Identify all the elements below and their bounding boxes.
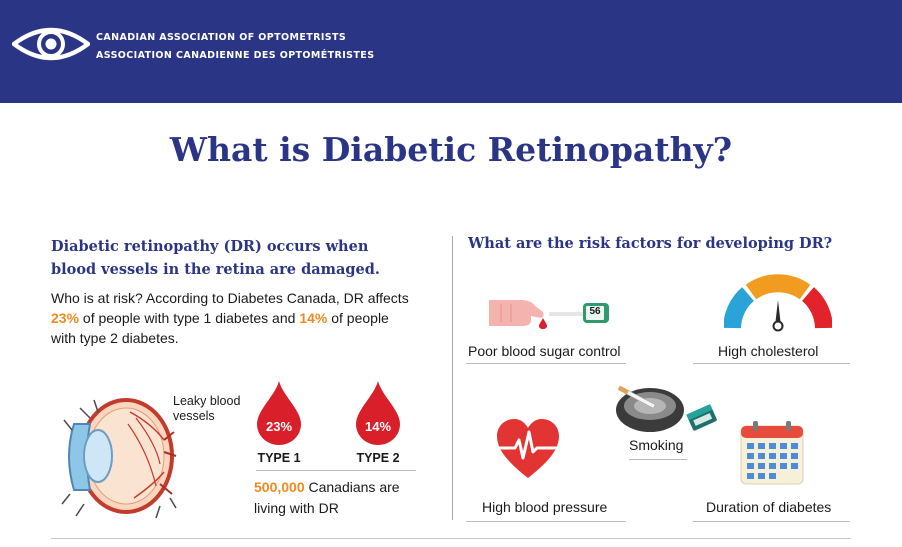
type2-percent: 14% [299,310,328,326]
type1-blood-drop [255,380,303,446]
factor-divider [693,521,850,522]
bottom-divider [51,538,851,539]
canadians-living-with-dr [254,477,424,519]
type-divider [256,470,416,471]
factor-divider [629,459,687,460]
type2-drop-percent: 14% [364,419,392,434]
canadians-text: Canadians are living with DR [254,479,400,516]
cholesterol-gauge-icon [724,274,832,337]
blood-drop-icon [255,380,303,446]
eye-anatomy-icon [60,394,178,525]
canadians-count: 500,000 [254,479,305,495]
who-is-at-risk-text [51,288,411,348]
glucose-meter-icon [487,294,611,337]
header-banner [0,0,902,103]
org-name-french: ASSOCIATION CANADIENNE DES OPTOMÉTRISTES [96,50,375,61]
dr-definition-heading: Diabetic retinopathy (DR) occurs when blood vessels in the retina are damaged. [51,238,380,278]
org-name-english: CANADIAN ASSOCIATION OF OPTOMETRISTS [96,32,347,43]
factor-divider [466,521,626,522]
factor-duration: Duration of diabetes [706,499,832,515]
ashtray-cigarette-icon [614,380,720,441]
factor-cholesterol: High cholesterol [718,343,819,359]
factor-blood-pressure: High blood pressure [482,499,608,515]
risk-factors-heading: What are the risk factors for developing DR? [468,235,833,252]
risk-text-part-3: of people with type 2 diabetes. [51,310,389,346]
type1-drop-percent: 23% [265,419,293,434]
blood-drop-icon [354,380,402,446]
column-divider [452,236,453,520]
organization-name [96,29,374,65]
page-title: What is Diabetic Retinopathy? [169,130,733,169]
risk-text-part-1: Who is at risk? According to Diabetes Canada, DR affects [51,290,409,306]
type1-percent: 23% [51,310,80,326]
type1-label: TYPE 1 [257,451,301,465]
eye-logo-icon[interactable] [12,22,90,71]
risk-text-part-2: of people with type 1 diabetes and [79,310,300,326]
type2-label: TYPE 2 [356,451,400,465]
type2-blood-drop [354,380,402,446]
calendar-icon [739,420,805,491]
factor-blood-sugar: Poor blood sugar control [468,343,621,359]
factor-divider [693,363,850,364]
glucose-reading: 56 [589,306,601,317]
leaky-vessels-label: Leaky blood vessels [173,394,241,423]
factor-smoking: Smoking [629,437,684,453]
heart-rate-icon [495,418,561,485]
factor-divider [466,363,626,364]
